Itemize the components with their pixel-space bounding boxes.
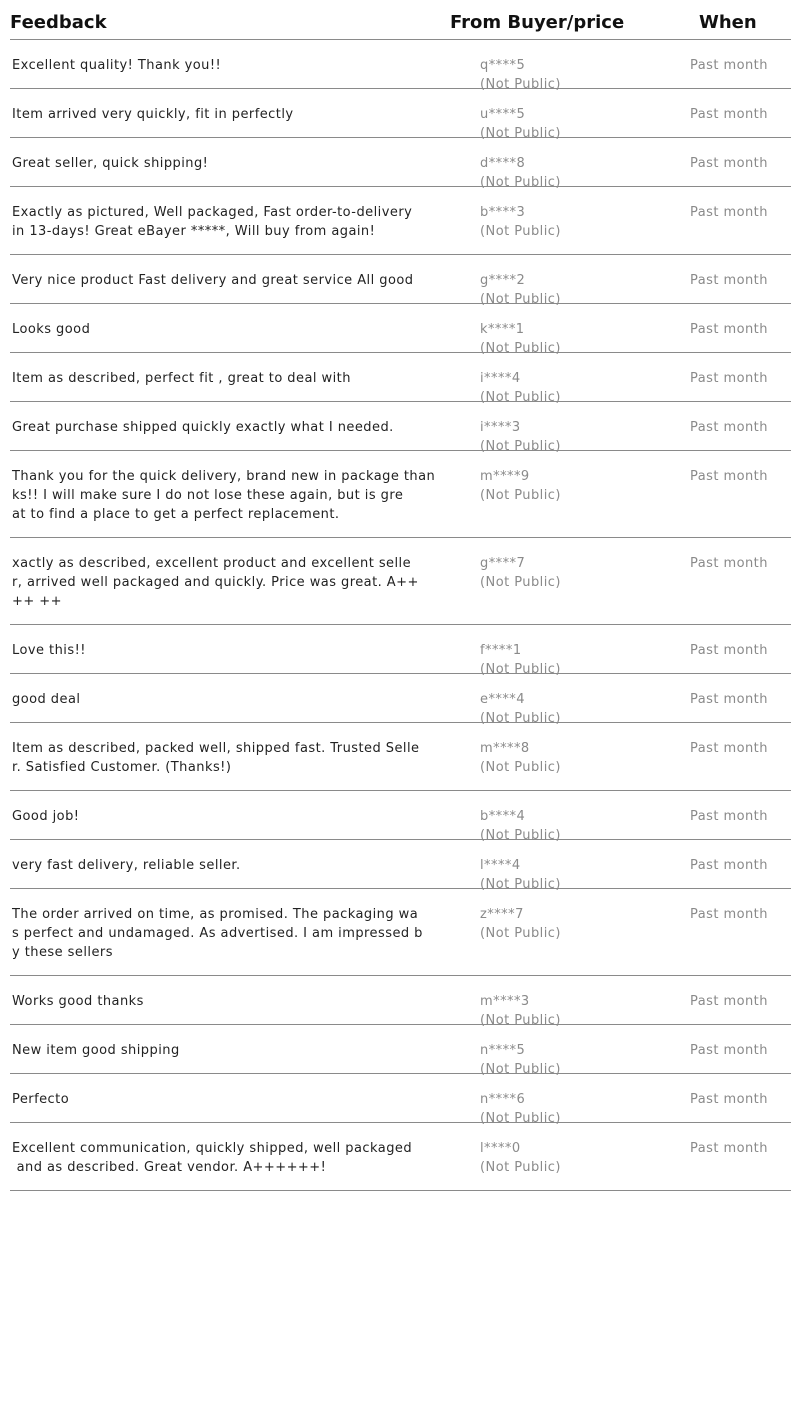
- feedback-text: The order arrived on time, as promised. The packaging wa s perfect and undamaged. As advertised. I am impressed b y these sellers: [12, 907, 423, 960]
- not-public-note: (Not Public): [480, 1160, 561, 1175]
- when-cell: Past month: [690, 205, 768, 220]
- buyer-id: l****4: [480, 858, 521, 873]
- buyer-cell: [480, 467, 561, 505]
- when-cell: Past month: [690, 1043, 768, 1058]
- buyer-cell: [480, 739, 561, 777]
- feedback-text: Great purchase shipped quickly exactly what I needed.: [12, 420, 394, 435]
- buyer-id: n****6: [480, 1092, 526, 1107]
- feedback-text: Works good thanks: [12, 994, 144, 1009]
- feedback-text: Exactly as pictured, Well packaged, Fast order-to-delivery in 13-days! Great eBayer *****, Will buy from again!: [12, 205, 413, 239]
- when-cell: Past month: [690, 58, 768, 73]
- when-cell: Past month: [690, 907, 768, 922]
- not-public-note: (Not Public): [480, 292, 561, 307]
- feedback-text: Looks good: [12, 322, 91, 337]
- buyer-id: m****3: [480, 994, 530, 1009]
- when-cell: Past month: [690, 556, 768, 571]
- buyer-id: g****7: [480, 556, 526, 571]
- buyer-cell: [480, 203, 561, 241]
- table-row: [10, 538, 791, 625]
- feedback-text: very fast delivery, reliable seller.: [12, 858, 241, 873]
- when-cell: Past month: [690, 692, 768, 707]
- when-cell: Past month: [690, 858, 768, 873]
- table-row: [10, 791, 791, 843]
- buyer-id: q****5: [480, 58, 526, 73]
- table-row: [10, 138, 791, 190]
- feedback-table: [10, 0, 791, 1191]
- not-public-note: (Not Public): [480, 760, 561, 775]
- buyer-id: n****5: [480, 1043, 526, 1058]
- table-row: [10, 353, 791, 405]
- table-row: [10, 255, 791, 307]
- feedback-text: xactly as described, excellent product and excellent selle r, arrived well packaged and quickly. Price was great. A++ ++ ++: [12, 556, 419, 609]
- not-public-note: (Not Public): [480, 1111, 561, 1126]
- feedback-text: Item arrived very quickly, fit in perfectly: [12, 107, 294, 122]
- when-cell: Past month: [690, 1092, 768, 1107]
- buyer-id: u****5: [480, 107, 526, 122]
- buyer-id: m****8: [480, 741, 530, 756]
- table-row: [10, 674, 791, 726]
- not-public-note: (Not Public): [480, 488, 561, 503]
- buyer-id: z****7: [480, 907, 524, 922]
- buyer-id: k****1: [480, 322, 525, 337]
- when-cell: Past month: [690, 322, 768, 337]
- not-public-note: (Not Public): [480, 926, 561, 941]
- table-row: [10, 451, 791, 538]
- not-public-note: (Not Public): [480, 224, 561, 239]
- table-row: [10, 1025, 791, 1077]
- table-row: [10, 1123, 791, 1191]
- feedback-text: good deal: [12, 692, 81, 707]
- buyer-id: e****4: [480, 692, 525, 707]
- feedback-text: Thank you for the quick delivery, brand new in package than ks!! I will make sure I do not lose these again, but is gre at to find a place to get a perfect replacement.: [12, 469, 436, 522]
- not-public-note: (Not Public): [480, 575, 561, 590]
- buyer-id: f****1: [480, 643, 522, 658]
- buyer-id: l****0: [480, 1141, 521, 1156]
- not-public-note: (Not Public): [480, 175, 561, 190]
- not-public-note: (Not Public): [480, 341, 561, 356]
- buyer-id: d****8: [480, 156, 526, 171]
- table-row: [10, 40, 791, 92]
- buyer-id: i****3: [480, 420, 521, 435]
- buyer-id: b****4: [480, 809, 526, 824]
- not-public-note: (Not Public): [480, 711, 561, 726]
- when-column-header: When: [699, 12, 757, 33]
- feedback-text: New item good shipping: [12, 1043, 180, 1058]
- when-cell: Past month: [690, 107, 768, 122]
- buyer-cell: [480, 554, 561, 592]
- feedback-text: Great seller, quick shipping!: [12, 156, 209, 171]
- buyer-id: i****4: [480, 371, 521, 386]
- not-public-note: (Not Public): [480, 77, 561, 92]
- feedback-text: Excellent quality! Thank you!!: [12, 58, 222, 73]
- when-cell: Past month: [690, 994, 768, 1009]
- when-cell: Past month: [690, 809, 768, 824]
- buyer-cell: [480, 905, 561, 943]
- table-row: [10, 304, 791, 356]
- table-row: [10, 1074, 791, 1126]
- feedback-text: Perfecto: [12, 1092, 70, 1107]
- table-row: [10, 723, 791, 791]
- feedback-text: Excellent communication, quickly shipped, well packaged and as described. Great vendor. A++++++!: [12, 1141, 413, 1175]
- feedback-text: Very nice product Fast delivery and great service All good: [12, 273, 414, 288]
- table-row: [10, 187, 791, 255]
- buyer-id: m****9: [480, 469, 530, 484]
- not-public-note: (Not Public): [480, 828, 561, 843]
- buyer-cell: [480, 1139, 561, 1177]
- when-cell: Past month: [690, 469, 768, 484]
- when-cell: Past month: [690, 156, 768, 171]
- buyer-id: b****3: [480, 205, 526, 220]
- feedback-text: Love this!!: [12, 643, 86, 658]
- not-public-note: (Not Public): [480, 390, 561, 405]
- when-cell: Past month: [690, 741, 768, 756]
- table-row: [10, 625, 791, 677]
- feedback-text: Good job!: [12, 809, 80, 824]
- table-row: [10, 89, 791, 141]
- feedback-text: Item as described, perfect fit , great to deal with: [12, 371, 351, 386]
- not-public-note: (Not Public): [480, 877, 561, 892]
- table-row: [10, 889, 791, 976]
- buyer-id: g****2: [480, 273, 526, 288]
- when-cell: Past month: [690, 273, 768, 288]
- feedback-column-header: Feedback: [10, 12, 107, 33]
- not-public-note: (Not Public): [480, 1013, 561, 1028]
- table-row: [10, 976, 791, 1028]
- not-public-note: (Not Public): [480, 1062, 561, 1077]
- not-public-note: (Not Public): [480, 662, 561, 677]
- buyer-column-header: From Buyer/price: [450, 12, 625, 33]
- feedback-text: Item as described, packed well, shipped fast. Trusted Selle r. Satisfied Customer. (Thanks!): [12, 741, 420, 775]
- table-row: [10, 840, 791, 892]
- when-cell: Past month: [690, 643, 768, 658]
- not-public-note: (Not Public): [480, 126, 561, 141]
- not-public-note: (Not Public): [480, 439, 561, 454]
- table-row: [10, 402, 791, 454]
- table-header: [10, 0, 791, 40]
- when-cell: Past month: [690, 420, 768, 435]
- when-cell: Past month: [690, 1141, 768, 1156]
- when-cell: Past month: [690, 371, 768, 386]
